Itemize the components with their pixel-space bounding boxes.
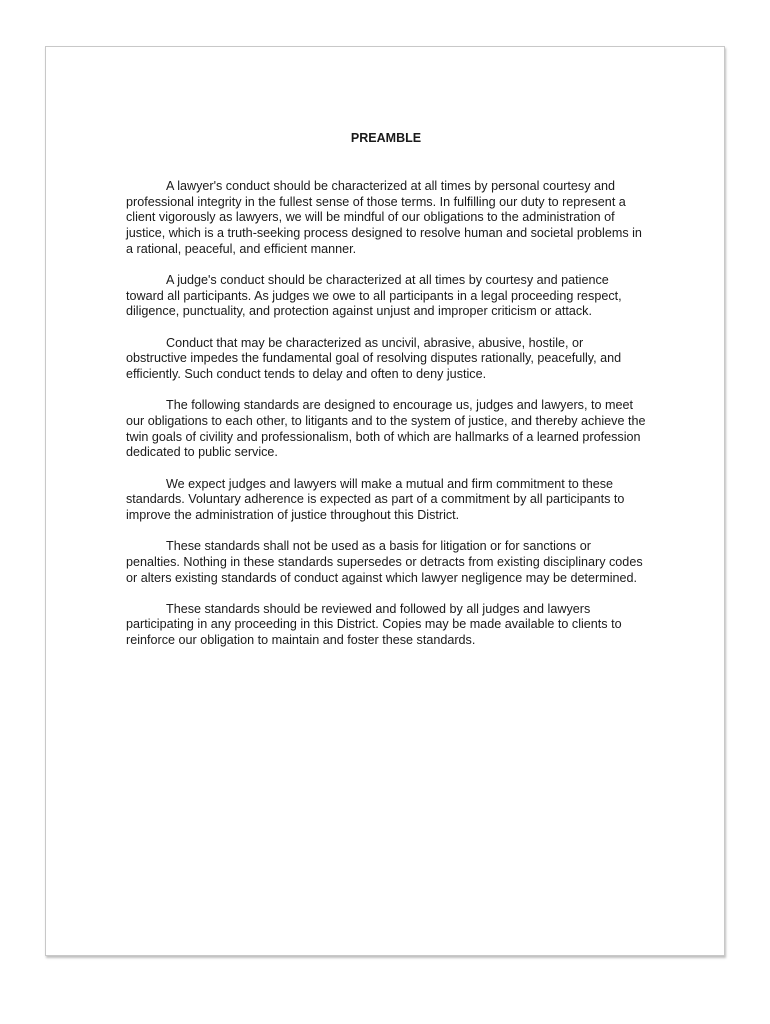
paragraph-commitment: We expect judges and lawyers will make a mutual and firm commitment to these standards. Voluntary adherence is expected as part of a commitment by all participants to improve the administration of justice throughout this District.: [126, 476, 625, 522]
paragraph-review-and-follow: These standards should be reviewed and followed by all judges and lawyers participating in any proceeding in this District. Copies may be made available to clients to reinforce our obligation to maintain and foster these standards.: [126, 601, 622, 648]
paragraph-standards-purpose: The following standards are designed to encourage us, judges and lawyers, to meet our obligations to each other, to litigants and to the system of justice, and thereby achieve the twin goals of civility and professionalism, both of which are hallmarks of a learned profession dedicated to public service.: [126, 398, 646, 460]
paragraph-lawyer-conduct: A lawyer's conduct should be characterized at all times by personal courtesy and professional integrity in the fullest sense of those terms. In fulfilling our duty to represent a client vigorously as lawyers, we will be mindful of our obligations to the administration of justice, which is a truth-seeking process designed to resolve human and societal problems in a rational, peaceful, and efficient manner.: [126, 179, 642, 256]
page-title: PREAMBLE: [350, 131, 422, 145]
paragraph-judge-conduct: A judge's conduct should be characterized at all times by courtesy and patience toward all participants. As judges we owe to all participants in a legal proceeding respect, diligence, punctuality, and protection against unjust and improper criticism or attack.: [126, 273, 622, 319]
paragraph-uncivil-conduct: Conduct that may be characterized as uncivil, abrasive, abusive, hostile, or obstructive impedes the fundamental goal of resolving disputes rationally, peacefully, and efficiently. Such conduct tends to delay and often to deny justice.: [126, 335, 622, 382]
document-body: [126, 179, 646, 664]
document-page: [45, 46, 725, 956]
paragraph-not-basis-for-litigation: These standards shall not be used as a basis for litigation or for sanctions or penalties. Nothing in these standards supersedes or detracts from existing disciplinary codes or alters existing standards of conduct against which lawyer negligence may be determined.: [126, 539, 643, 585]
